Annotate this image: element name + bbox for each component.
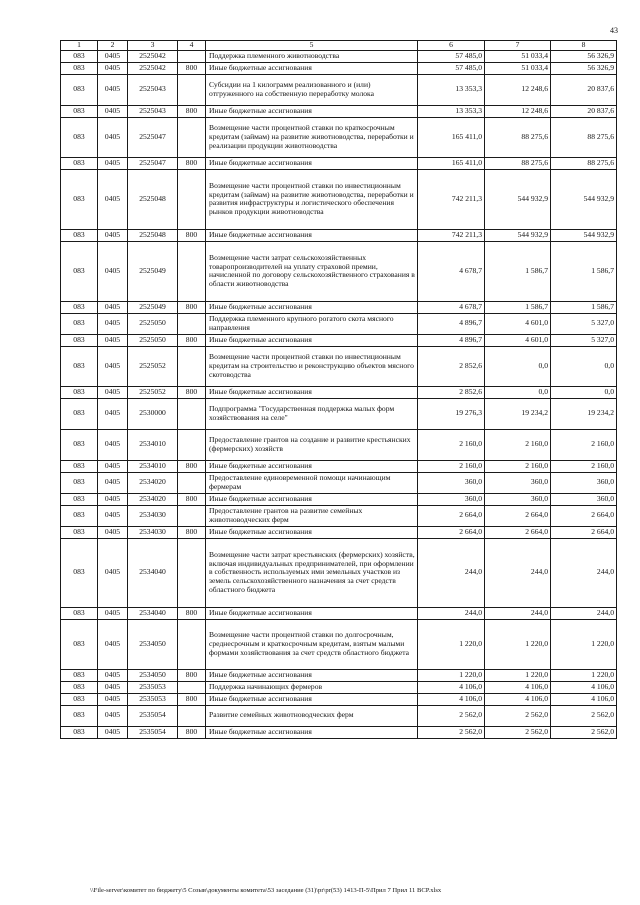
file-path-footer: \\File-server\комитет по бюджету\5 Созыв\документы комитета\53 заседание (31)\pr\pr(53) 1413-П-5\Прил 7 Прил 11 ВСР.xlsx [90, 887, 442, 894]
section-code-cell: 0405 [98, 229, 128, 241]
target-article-cell: 2534020 [128, 493, 178, 505]
budget-code-cell: 083 [61, 334, 98, 346]
target-article-cell: 2534010 [128, 460, 178, 472]
amount-year-3-cell: 2 664,0 [551, 505, 617, 526]
table-row [61, 62, 617, 74]
amount-year-1-cell: 244,0 [418, 538, 485, 607]
table-row [61, 619, 617, 669]
section-code-cell: 0405 [98, 460, 128, 472]
expense-type-cell: 800 [178, 693, 206, 705]
amount-year-1-cell: 13 353,3 [418, 74, 485, 105]
amount-year-2-cell: 4 601,0 [485, 313, 551, 334]
amount-year-3-cell: 1 586,7 [551, 301, 617, 313]
budget-code-cell: 083 [61, 726, 98, 738]
amount-year-1-cell: 2 562,0 [418, 726, 485, 738]
item-name-cell: Возмещение части процентной ставки по инвестиционным кредитам на строительство и реконструкцию объектов мясного скотоводства [206, 346, 418, 386]
section-code-cell: 0405 [98, 429, 128, 460]
table-row [61, 117, 617, 157]
header-col-2: 2 [98, 41, 128, 51]
amount-year-3-cell: 544 932,9 [551, 229, 617, 241]
item-name-cell: Возмещение части процентной ставки по краткосрочным кредитам (займам) на развитие животноводства, переработки и реализации продукции животноводства [206, 117, 418, 157]
header-col-5: 5 [206, 41, 418, 51]
target-article-cell: 2530000 [128, 398, 178, 429]
amount-year-1-cell: 2 852,6 [418, 346, 485, 386]
amount-year-3-cell: 88 275,6 [551, 157, 617, 169]
amount-year-2-cell: 51 033,4 [485, 62, 551, 74]
expense-type-cell: 800 [178, 157, 206, 169]
expense-type-cell: 800 [178, 493, 206, 505]
table-row [61, 526, 617, 538]
table-row [61, 493, 617, 505]
amount-year-3-cell: 1 586,7 [551, 241, 617, 301]
table-row [61, 505, 617, 526]
amount-year-3-cell: 1 220,0 [551, 619, 617, 669]
amount-year-2-cell: 4 601,0 [485, 334, 551, 346]
target-article-cell: 2525052 [128, 386, 178, 398]
target-article-cell: 2534030 [128, 505, 178, 526]
budget-code-cell: 083 [61, 526, 98, 538]
expense-type-cell [178, 705, 206, 726]
budget-code-cell: 083 [61, 493, 98, 505]
expense-type-cell [178, 117, 206, 157]
budget-code-cell: 083 [61, 241, 98, 301]
table-row [61, 50, 617, 62]
budget-code-cell: 083 [61, 693, 98, 705]
table-row [61, 726, 617, 738]
budget-code-cell: 083 [61, 505, 98, 526]
amount-year-2-cell: 360,0 [485, 472, 551, 493]
amount-year-1-cell: 360,0 [418, 472, 485, 493]
section-code-cell: 0405 [98, 386, 128, 398]
amount-year-2-cell: 1 586,7 [485, 241, 551, 301]
amount-year-1-cell: 57 485,0 [418, 50, 485, 62]
budget-code-cell: 083 [61, 105, 98, 117]
amount-year-2-cell: 2 664,0 [485, 526, 551, 538]
budget-code-cell: 083 [61, 619, 98, 669]
item-name-cell: Иные бюджетные ассигнования [206, 229, 418, 241]
amount-year-3-cell: 1 220,0 [551, 669, 617, 681]
target-article-cell: 2535053 [128, 693, 178, 705]
amount-year-1-cell: 2 160,0 [418, 429, 485, 460]
budget-code-cell: 083 [61, 472, 98, 493]
target-article-cell: 2525047 [128, 117, 178, 157]
section-code-cell: 0405 [98, 693, 128, 705]
amount-year-2-cell: 4 106,0 [485, 681, 551, 693]
amount-year-2-cell: 2 160,0 [485, 460, 551, 472]
section-code-cell: 0405 [98, 705, 128, 726]
header-col-3: 3 [128, 41, 178, 51]
amount-year-2-cell: 1 220,0 [485, 669, 551, 681]
target-article-cell: 2535054 [128, 705, 178, 726]
table-row [61, 346, 617, 386]
item-name-cell: Подпрограмма "Государственная поддержка малых форм хозяйствования на селе" [206, 398, 418, 429]
table-row [61, 386, 617, 398]
amount-year-2-cell: 360,0 [485, 493, 551, 505]
table-row [61, 693, 617, 705]
amount-year-2-cell: 19 234,2 [485, 398, 551, 429]
item-name-cell: Иные бюджетные ассигнования [206, 669, 418, 681]
amount-year-2-cell: 0,0 [485, 386, 551, 398]
item-name-cell: Иные бюджетные ассигнования [206, 105, 418, 117]
amount-year-1-cell: 244,0 [418, 607, 485, 619]
target-article-cell: 2525042 [128, 62, 178, 74]
table-row [61, 301, 617, 313]
item-name-cell: Иные бюджетные ассигнования [206, 726, 418, 738]
expense-type-cell [178, 472, 206, 493]
expense-type-cell: 800 [178, 386, 206, 398]
amount-year-2-cell: 88 275,6 [485, 117, 551, 157]
amount-year-2-cell: 244,0 [485, 538, 551, 607]
expense-type-cell [178, 346, 206, 386]
amount-year-3-cell: 360,0 [551, 472, 617, 493]
amount-year-2-cell: 2 160,0 [485, 429, 551, 460]
item-name-cell: Иные бюджетные ассигнования [206, 386, 418, 398]
expense-type-cell: 800 [178, 607, 206, 619]
budget-code-cell: 083 [61, 386, 98, 398]
item-name-cell: Субсидии на 1 килограмм реализованного и (или) отгруженного на собственную переработку молока [206, 74, 418, 105]
amount-year-2-cell: 51 033,4 [485, 50, 551, 62]
item-name-cell: Предоставление единовременной помощи начинающим фермерам [206, 472, 418, 493]
section-code-cell: 0405 [98, 313, 128, 334]
table-row [61, 681, 617, 693]
expense-type-cell [178, 313, 206, 334]
table-row [61, 169, 617, 229]
amount-year-2-cell: 0,0 [485, 346, 551, 386]
target-article-cell: 2525052 [128, 346, 178, 386]
amount-year-3-cell: 19 234,2 [551, 398, 617, 429]
section-code-cell: 0405 [98, 301, 128, 313]
table-row [61, 241, 617, 301]
budget-code-cell: 083 [61, 460, 98, 472]
budget-code-cell: 083 [61, 681, 98, 693]
amount-year-1-cell: 4 678,7 [418, 241, 485, 301]
amount-year-3-cell: 2 562,0 [551, 705, 617, 726]
item-name-cell: Иные бюджетные ассигнования [206, 460, 418, 472]
table-row [61, 669, 617, 681]
budget-code-cell: 083 [61, 538, 98, 607]
table-row [61, 472, 617, 493]
amount-year-1-cell: 742 211,3 [418, 169, 485, 229]
amount-year-1-cell: 19 276,3 [418, 398, 485, 429]
amount-year-3-cell: 56 326,9 [551, 50, 617, 62]
section-code-cell: 0405 [98, 105, 128, 117]
section-code-cell: 0405 [98, 62, 128, 74]
table-row [61, 157, 617, 169]
section-code-cell: 0405 [98, 607, 128, 619]
target-article-cell: 2535053 [128, 681, 178, 693]
expense-type-cell: 800 [178, 62, 206, 74]
amount-year-3-cell: 0,0 [551, 386, 617, 398]
amount-year-3-cell: 5 327,0 [551, 334, 617, 346]
target-article-cell: 2525042 [128, 50, 178, 62]
item-name-cell: Иные бюджетные ассигнования [206, 157, 418, 169]
item-name-cell: Поддержка племенного животноводства [206, 50, 418, 62]
budget-code-cell: 083 [61, 157, 98, 169]
target-article-cell: 2525048 [128, 229, 178, 241]
amount-year-1-cell: 4 106,0 [418, 693, 485, 705]
item-name-cell: Иные бюджетные ассигнования [206, 526, 418, 538]
budget-code-cell: 083 [61, 62, 98, 74]
header-col-4: 4 [178, 41, 206, 51]
target-article-cell: 2534040 [128, 607, 178, 619]
amount-year-1-cell: 4 896,7 [418, 313, 485, 334]
item-name-cell: Возмещение части затрат крестьянских (фермерских) хозяйств, включая индивидуальных предпринимателей, при оформлении в собственность используемых ими земельных участков из земель сельскохозяйственного назначения за счет средств областного бюджета [206, 538, 418, 607]
section-code-cell: 0405 [98, 669, 128, 681]
table-row [61, 313, 617, 334]
amount-year-1-cell: 2 664,0 [418, 505, 485, 526]
amount-year-1-cell: 360,0 [418, 493, 485, 505]
target-article-cell: 2525049 [128, 241, 178, 301]
amount-year-3-cell: 544 932,9 [551, 169, 617, 229]
budget-code-cell: 083 [61, 346, 98, 386]
header-col-7: 7 [485, 41, 551, 51]
amount-year-2-cell: 244,0 [485, 607, 551, 619]
section-code-cell: 0405 [98, 493, 128, 505]
expense-type-cell: 800 [178, 669, 206, 681]
amount-year-3-cell: 20 837,6 [551, 74, 617, 105]
target-article-cell: 2525048 [128, 169, 178, 229]
amount-year-1-cell: 165 411,0 [418, 117, 485, 157]
budget-code-cell: 083 [61, 398, 98, 429]
table-row [61, 429, 617, 460]
amount-year-1-cell: 13 353,3 [418, 105, 485, 117]
table-row [61, 334, 617, 346]
amount-year-1-cell: 1 220,0 [418, 619, 485, 669]
section-code-cell: 0405 [98, 241, 128, 301]
header-col-6: 6 [418, 41, 485, 51]
section-code-cell: 0405 [98, 346, 128, 386]
expense-type-cell [178, 50, 206, 62]
amount-year-3-cell: 5 327,0 [551, 313, 617, 334]
item-name-cell: Предоставление грантов на создание и развитие крестьянских (фермерских) хозяйств [206, 429, 418, 460]
amount-year-3-cell: 20 837,6 [551, 105, 617, 117]
amount-year-2-cell: 544 932,9 [485, 229, 551, 241]
table-row [61, 105, 617, 117]
table-row [61, 705, 617, 726]
section-code-cell: 0405 [98, 169, 128, 229]
table-header-row [61, 41, 617, 51]
item-name-cell: Поддержка племенного крупного рогатого скота мясного направления [206, 313, 418, 334]
budget-code-cell: 083 [61, 169, 98, 229]
amount-year-2-cell: 1 220,0 [485, 619, 551, 669]
budget-code-cell: 083 [61, 313, 98, 334]
expense-type-cell [178, 169, 206, 229]
item-name-cell: Иные бюджетные ассигнования [206, 62, 418, 74]
amount-year-2-cell: 12 248,6 [485, 105, 551, 117]
header-col-8: 8 [551, 41, 617, 51]
expense-type-cell [178, 241, 206, 301]
amount-year-1-cell: 2 160,0 [418, 460, 485, 472]
amount-year-3-cell: 360,0 [551, 493, 617, 505]
expense-type-cell: 800 [178, 726, 206, 738]
amount-year-3-cell: 0,0 [551, 346, 617, 386]
amount-year-3-cell: 2 160,0 [551, 429, 617, 460]
item-name-cell: Иные бюджетные ассигнования [206, 301, 418, 313]
section-code-cell: 0405 [98, 334, 128, 346]
section-code-cell: 0405 [98, 50, 128, 62]
header-col-1: 1 [61, 41, 98, 51]
expense-type-cell: 800 [178, 229, 206, 241]
amount-year-3-cell: 56 326,9 [551, 62, 617, 74]
amount-year-3-cell: 2 562,0 [551, 726, 617, 738]
amount-year-1-cell: 4 896,7 [418, 334, 485, 346]
amount-year-3-cell: 88 275,6 [551, 117, 617, 157]
item-name-cell: Возмещение части процентной ставки по инвестиционным кредитам (займам) на развитие животноводства, переработки и развития инфраструктуры и логистического обеспечения рынков продукции животноводства [206, 169, 418, 229]
amount-year-2-cell: 88 275,6 [485, 157, 551, 169]
target-article-cell: 2525043 [128, 74, 178, 105]
table-row [61, 229, 617, 241]
amount-year-3-cell: 2 664,0 [551, 526, 617, 538]
section-code-cell: 0405 [98, 619, 128, 669]
item-name-cell: Иные бюджетные ассигнования [206, 693, 418, 705]
expense-type-cell: 800 [178, 105, 206, 117]
target-article-cell: 2534050 [128, 669, 178, 681]
budget-table [60, 40, 617, 739]
target-article-cell: 2525050 [128, 334, 178, 346]
section-code-cell: 0405 [98, 505, 128, 526]
expense-type-cell [178, 74, 206, 105]
amount-year-1-cell: 4 106,0 [418, 681, 485, 693]
target-article-cell: 2534010 [128, 429, 178, 460]
amount-year-2-cell: 2 664,0 [485, 505, 551, 526]
item-name-cell: Поддержка начинающих фермеров [206, 681, 418, 693]
table-row [61, 460, 617, 472]
section-code-cell: 0405 [98, 726, 128, 738]
expense-type-cell [178, 398, 206, 429]
expense-type-cell: 800 [178, 526, 206, 538]
expense-type-cell: 800 [178, 301, 206, 313]
amount-year-1-cell: 2 562,0 [418, 705, 485, 726]
section-code-cell: 0405 [98, 157, 128, 169]
budget-code-cell: 083 [61, 50, 98, 62]
expense-type-cell [178, 619, 206, 669]
target-article-cell: 2534050 [128, 619, 178, 669]
section-code-cell: 0405 [98, 472, 128, 493]
expense-type-cell [178, 538, 206, 607]
amount-year-2-cell: 1 586,7 [485, 301, 551, 313]
amount-year-3-cell: 4 106,0 [551, 681, 617, 693]
target-article-cell: 2534040 [128, 538, 178, 607]
section-code-cell: 0405 [98, 681, 128, 693]
item-name-cell: Развитие семейных животноводческих ферм [206, 705, 418, 726]
target-article-cell: 2535054 [128, 726, 178, 738]
expense-type-cell: 800 [178, 334, 206, 346]
table-row [61, 74, 617, 105]
section-code-cell: 0405 [98, 74, 128, 105]
item-name-cell: Иные бюджетные ассигнования [206, 607, 418, 619]
amount-year-1-cell: 742 211,3 [418, 229, 485, 241]
amount-year-1-cell: 2 664,0 [418, 526, 485, 538]
target-article-cell: 2525050 [128, 313, 178, 334]
amount-year-2-cell: 544 932,9 [485, 169, 551, 229]
budget-code-cell: 083 [61, 301, 98, 313]
table-row [61, 398, 617, 429]
section-code-cell: 0405 [98, 398, 128, 429]
budget-code-cell: 083 [61, 705, 98, 726]
amount-year-1-cell: 1 220,0 [418, 669, 485, 681]
item-name-cell: Иные бюджетные ассигнования [206, 493, 418, 505]
amount-year-2-cell: 12 248,6 [485, 74, 551, 105]
expense-type-cell [178, 505, 206, 526]
budget-code-cell: 083 [61, 429, 98, 460]
budget-code-cell: 083 [61, 669, 98, 681]
amount-year-2-cell: 2 562,0 [485, 726, 551, 738]
amount-year-1-cell: 2 852,6 [418, 386, 485, 398]
budget-code-cell: 083 [61, 117, 98, 157]
expense-type-cell: 800 [178, 460, 206, 472]
item-name-cell: Возмещение части затрат сельскохозяйственных товаропроизводителей на уплату страховой премии, начисленной по договору сельскохозяйственного страхования в области животноводства [206, 241, 418, 301]
amount-year-1-cell: 4 678,7 [418, 301, 485, 313]
section-code-cell: 0405 [98, 538, 128, 607]
section-code-cell: 0405 [98, 117, 128, 157]
section-code-cell: 0405 [98, 526, 128, 538]
amount-year-3-cell: 244,0 [551, 538, 617, 607]
amount-year-1-cell: 57 485,0 [418, 62, 485, 74]
budget-code-cell: 083 [61, 607, 98, 619]
expense-type-cell [178, 681, 206, 693]
target-article-cell: 2534020 [128, 472, 178, 493]
amount-year-2-cell: 2 562,0 [485, 705, 551, 726]
expense-type-cell [178, 429, 206, 460]
page-number: 43 [610, 26, 618, 35]
item-name-cell: Иные бюджетные ассигнования [206, 334, 418, 346]
item-name-cell: Возмещение части процентной ставки по долгосрочным, среднесрочным и краткосрочным кредитам, взятым малыми формами хозяйствования за счет средств областного бюджета [206, 619, 418, 669]
target-article-cell: 2525043 [128, 105, 178, 117]
item-name-cell: Предоставление грантов на развитие семейных животноводческих ферм [206, 505, 418, 526]
table-row [61, 607, 617, 619]
amount-year-3-cell: 244,0 [551, 607, 617, 619]
amount-year-3-cell: 2 160,0 [551, 460, 617, 472]
budget-code-cell: 083 [61, 229, 98, 241]
target-article-cell: 2525049 [128, 301, 178, 313]
target-article-cell: 2525047 [128, 157, 178, 169]
amount-year-2-cell: 4 106,0 [485, 693, 551, 705]
table-row [61, 538, 617, 607]
amount-year-3-cell: 4 106,0 [551, 693, 617, 705]
amount-year-1-cell: 165 411,0 [418, 157, 485, 169]
target-article-cell: 2534030 [128, 526, 178, 538]
budget-code-cell: 083 [61, 74, 98, 105]
